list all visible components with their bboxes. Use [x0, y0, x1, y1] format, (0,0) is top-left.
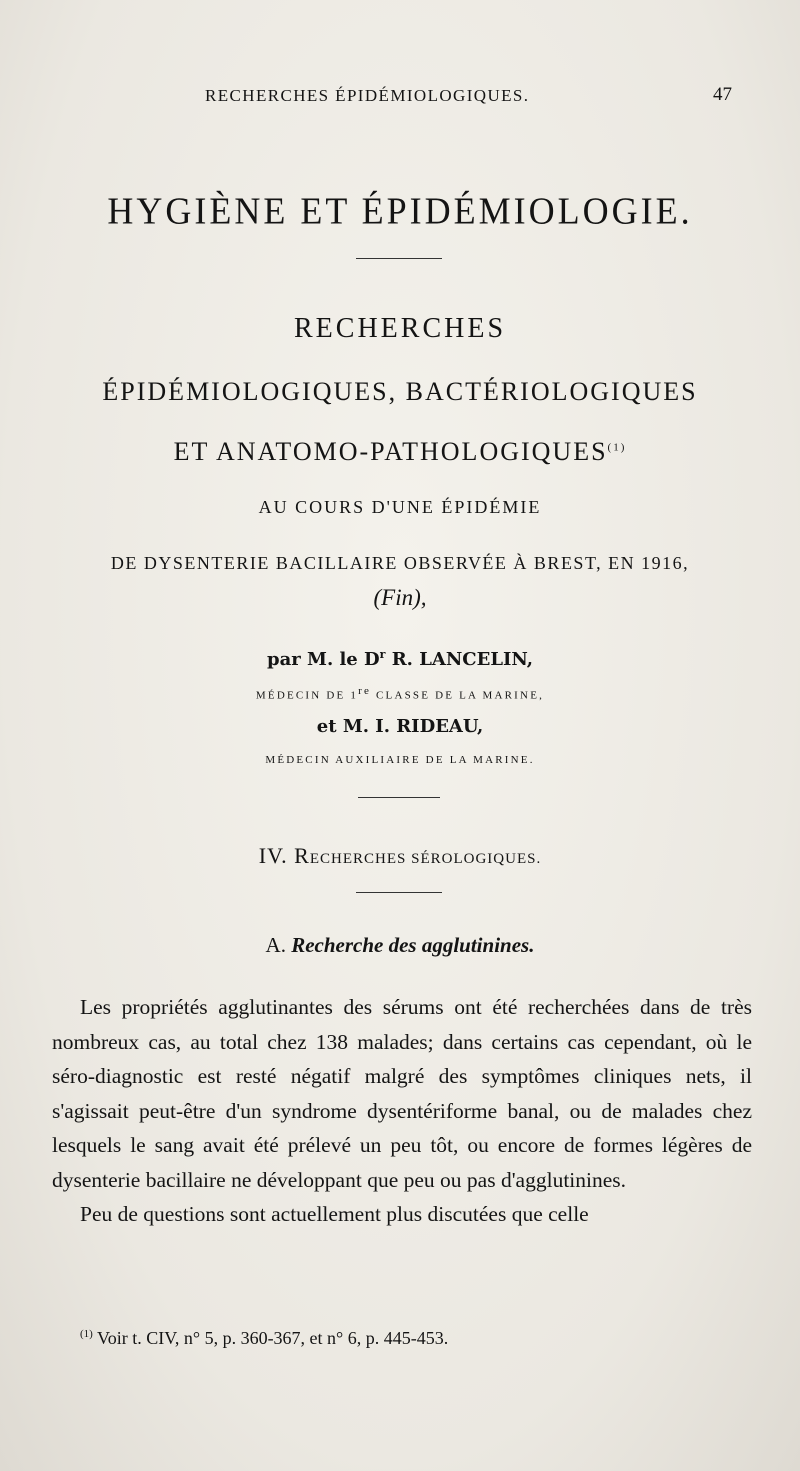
article-title-fin: (Fin), — [373, 585, 427, 610]
subsection-heading — [0, 933, 800, 958]
author-1-affil-sup: re — [358, 685, 372, 697]
divider — [358, 797, 440, 798]
author-1 — [0, 648, 800, 670]
page-number: 47 — [713, 84, 732, 105]
running-title: RECHERCHES ÉPIDÉMIOLOGIQUES. — [205, 86, 530, 105]
author-1-affiliation — [0, 685, 800, 702]
author-1-affil-pre: MÉDECIN DE 1 — [255, 689, 359, 702]
author-2-affiliation: MÉDECIN AUXILIAIRE DE LA MARINE. — [265, 754, 535, 766]
article-title-line-3 — [0, 437, 800, 467]
author-1-degree-sup: r — [379, 648, 386, 661]
article-title-line-3-text: ET ANATOMO-PATHOLOGIQUES — [173, 437, 608, 466]
author-2: et M. I. RIDEAU, — [316, 716, 484, 737]
section-title: HYGIÈNE ET ÉPIDÉMIOLOGIE. — [107, 190, 693, 232]
divider — [356, 892, 442, 893]
paragraph-1: Les propriétés agglutinantes des sérums ont été recherchées dans de très nombreux cas, au total chez 138 malades; dans certains cas cependant, où le séro-diagnostic est resté négatif malgré des symptômes cliniques nets, il s'agissait peut-être d'un syndrome dysentériforme banal, ou de malades chez lesquels le sang avait été prélevé un peu tôt, ou encore de formes légères de dysenterie bacillaire ne développant que peu ou pas d'agglutinines. — [52, 995, 752, 1192]
part-title-rest: ECHERCHES SÉROLOGIQUES. — [309, 851, 542, 867]
article-title-line-4: AU COURS D'UNE ÉPIDÉMIE — [258, 497, 542, 517]
footnote — [80, 1328, 448, 1349]
author-1-affil-post: CLASSE DE LA MARINE, — [371, 689, 545, 702]
footnote-text: Voir t. CIV, n° 5, p. 360-367, et n° 6, p. 445-453. — [97, 1328, 449, 1348]
part-initial: R — [294, 843, 310, 868]
subsection-letter: A. — [265, 933, 286, 957]
footnote-mark: (1) — [80, 1328, 93, 1340]
part-heading — [0, 843, 800, 869]
article-title-line-5: DE DYSENTERIE BACILLAIRE OBSERVÉE À BREST, EN 1916, — [110, 553, 690, 573]
author-1-prefix: par M. le D — [267, 649, 380, 670]
running-header — [0, 86, 800, 116]
article-title-line-1: RECHERCHES — [293, 313, 507, 344]
title-footnote-mark: (1) — [607, 441, 627, 454]
paragraph-2: Peu de questions sont actuellement plus discutées que celle — [80, 1202, 589, 1226]
author-1-name: R. LANCELIN, — [391, 649, 533, 670]
divider — [356, 258, 442, 259]
article-title-line-2: ÉPIDÉMIOLOGIQUES, BACTÉRIOLOGIQUES — [102, 377, 698, 406]
body-text — [52, 990, 752, 1232]
part-number: IV. — [258, 843, 288, 868]
subsection-title: Recherche des agglutinines. — [291, 933, 535, 957]
